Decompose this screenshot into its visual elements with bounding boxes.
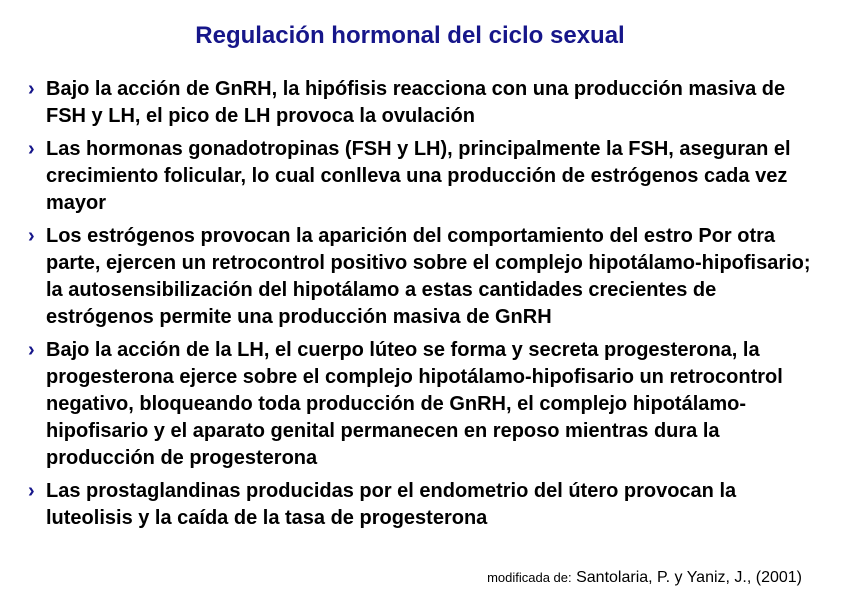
bullet-item <box>30 136 820 217</box>
bullet-text: Las hormonas gonadotropinas (FSH y LH), principalmente la FSH, aseguran el crecimiento folicular, lo cual conlleva una producción de estrógenos cada vez mayor <box>46 138 791 214</box>
chevron-right-icon: › <box>28 480 35 502</box>
source-reference: Santolaria, P. y Yaniz, J., (2001) <box>576 569 802 586</box>
chevron-right-icon: › <box>28 339 35 361</box>
source-prefix: modificada de: <box>487 570 572 585</box>
bullet-item <box>30 223 820 331</box>
source-citation <box>487 568 802 588</box>
bullet-text: Las prostaglandinas producidas por el endometrio del útero provocan la luteolisis y la caída de la tasa de progesterona <box>46 480 737 529</box>
bullet-text: Los estrógenos provocan la aparición del comportamiento del estro Por otra parte, ejercen un retrocontrol positivo sobre el complejo hipotálamo-hipofisario; la autosensibilización del hipotálamo a estas cantidades crecientes de estrógenos permite una producción masiva de GnRH <box>46 225 811 328</box>
bullet-item <box>30 478 820 532</box>
bullet-text: Bajo la acción de GnRH, la hipófisis reacciona con una producción masiva de FSH y LH, el pico de LH provoca la ovulación <box>46 78 786 127</box>
chevron-right-icon: › <box>28 138 35 160</box>
bullet-list <box>30 76 820 538</box>
bullet-item <box>30 76 820 130</box>
slide-title: Regulación hormonal del ciclo sexual <box>195 22 625 49</box>
bullet-text: Bajo la acción de la LH, el cuerpo lúteo se forma y secreta progesterona, la progesterona ejerce sobre el complejo hipotálamo-hipofisario un retrocontrol negativo, bloqueando toda producción de GnRH, el complejo hipotálamo-hipofisario y el aparato genital permanecen en reposo mientras dura la producción de progesterona <box>46 339 783 469</box>
chevron-right-icon: › <box>28 225 35 247</box>
chevron-right-icon: › <box>28 78 35 100</box>
bullet-item <box>30 337 820 472</box>
